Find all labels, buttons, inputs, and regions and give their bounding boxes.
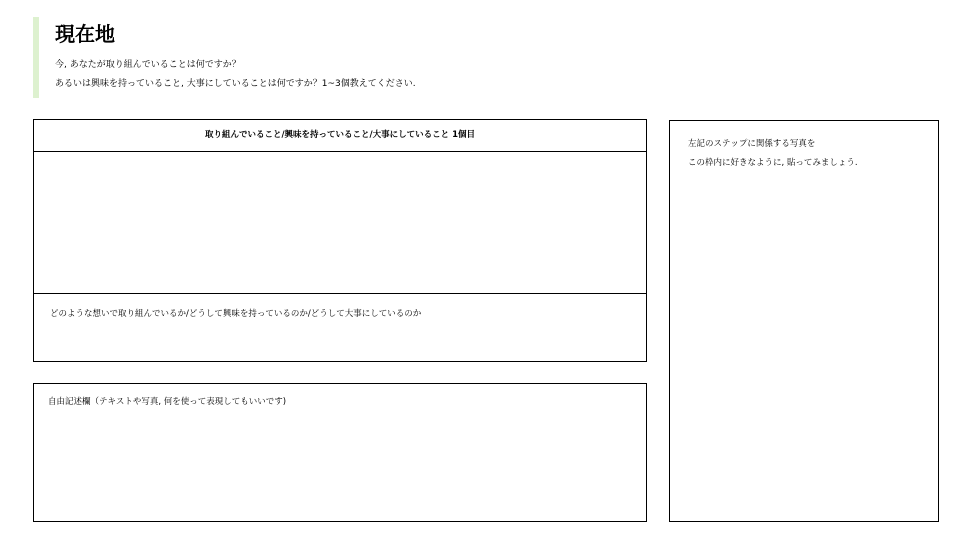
- free-description-card[interactable]: [33, 383, 647, 522]
- photo-paste-area[interactable]: [669, 120, 939, 522]
- activity-card-header: 取り組んでいること/興味を持っていること/大事にしていること 1個目: [34, 120, 646, 152]
- photo-instruction-line-1: 左記のステップに関係する写真を: [688, 139, 816, 149]
- photo-instruction: [670, 121, 938, 173]
- activity-answer-area[interactable]: [34, 152, 646, 294]
- instruction-line-2: あるいは興味を持っていること, 大事にしていることは何ですか？1~3個教えてください.: [55, 79, 416, 89]
- activity-card: [33, 119, 647, 362]
- page-title: 現在地: [55, 22, 115, 46]
- photo-instruction-line-2: この枠内に好きなように, 貼ってみましょう.: [688, 158, 858, 168]
- free-description-label: 自由記述欄（テキストや写真, 何を使って表現してもいいです): [48, 397, 287, 407]
- motivation-question: どのような想いで取り組んでいるか/どうして興味を持っているのか/どうして大事にしているのか: [50, 309, 422, 319]
- title-accent-bar: [33, 17, 39, 98]
- instruction-line-1: 今, あなたが取り組んでいることは何ですか？: [55, 60, 241, 70]
